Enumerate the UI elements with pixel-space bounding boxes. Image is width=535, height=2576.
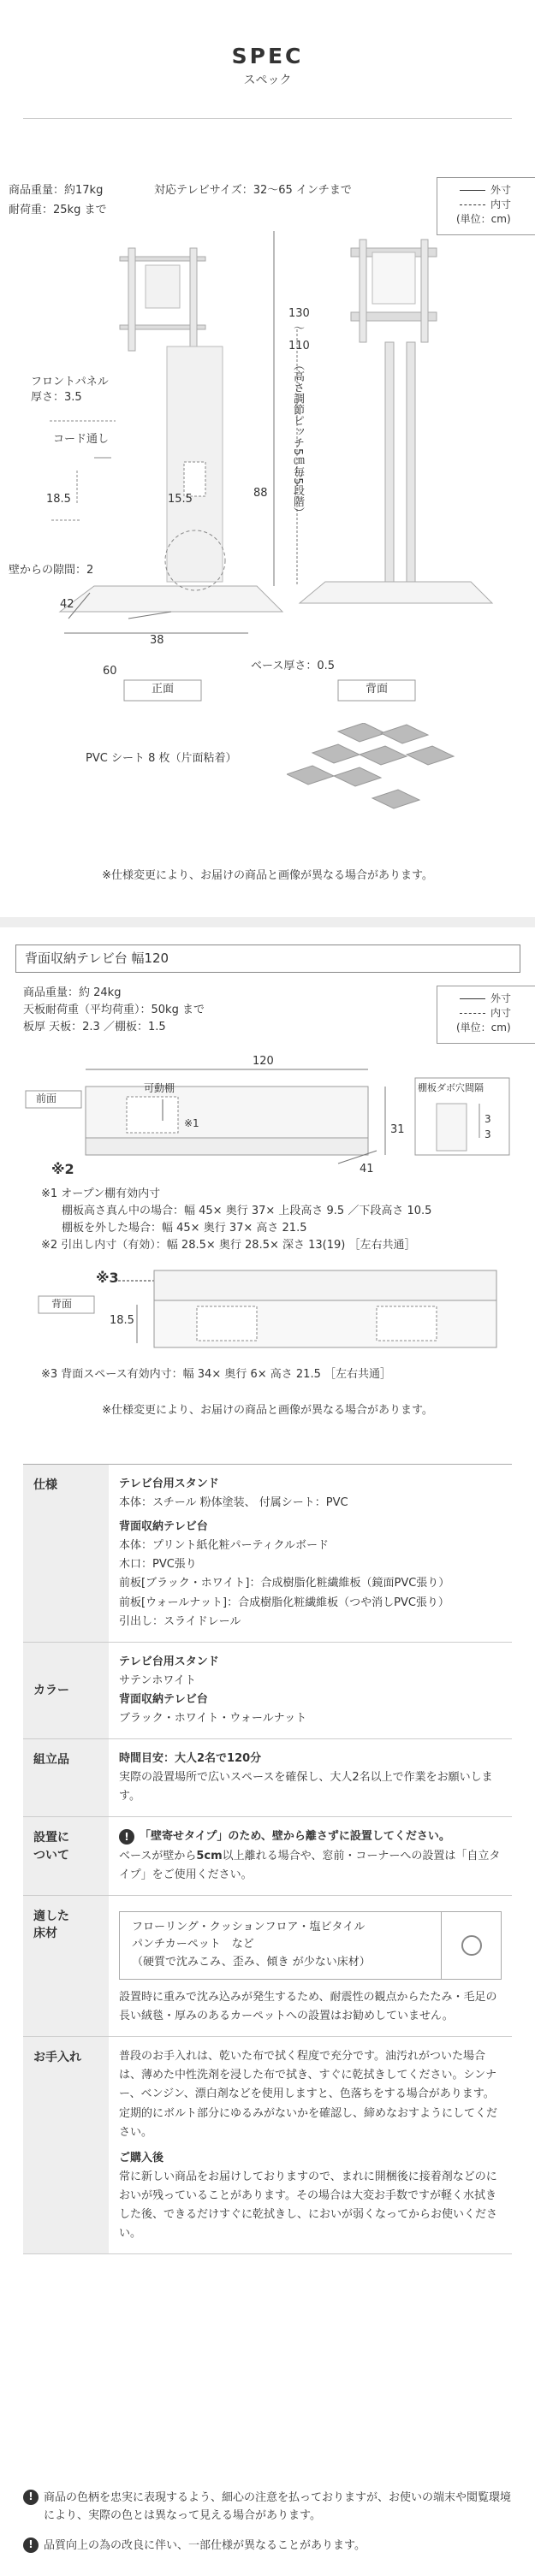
legend-unit: (単位：cm) <box>456 212 511 225</box>
stand-diagram <box>0 231 535 719</box>
row-assembly-value <box>109 1739 512 1816</box>
floor-line: フローリング・クッションフロア・塩ビタイル <box>132 1920 366 1933</box>
install-label-1: 設置に <box>33 1831 69 1845</box>
dowel-3a: 3 <box>484 1113 491 1125</box>
dim-130: 130 <box>288 307 310 320</box>
cab-material-line: 本体：プリント紙化粧パーティクルボード <box>119 1539 330 1553</box>
floor-note: 設置時に重みで沈み込みが発生するため、耐震性の観点からたたみ・毛足の長い絨毯・厚みのあるカーペットへの設置はお勧めしていません。 <box>119 1991 497 2023</box>
row-assembly <box>23 1739 512 1817</box>
info-icon: ! <box>23 2538 39 2553</box>
assembly-time: 時間目安：大人2名で120分 <box>119 1752 262 1766</box>
dim-tilde: ～ <box>294 323 306 335</box>
divider <box>23 118 512 119</box>
note1-b: 棚板を外した場合：幅 45× 奥行 37× 高さ 21.5 <box>62 1222 307 1235</box>
row-care-value <box>109 2037 512 2253</box>
cabinet-notice: ※仕様変更により、お届けの商品と画像が異なる場合があります。 <box>102 1404 433 1417</box>
row-install-label <box>23 1817 109 1894</box>
dowel-pitch-label: 棚板ダボ穴間隔 <box>418 1082 484 1093</box>
stand-color: サテンホワイト <box>119 1673 196 1687</box>
install-body-a: ベースが壁から <box>119 1849 197 1862</box>
cabinet-title: 背面収納テレビ台 <box>119 1520 208 1534</box>
height-pitch-note: （高さ調節ピッチ5㎝毎5段階） <box>291 359 304 518</box>
floor-box <box>119 1911 502 1980</box>
row-spec <box>23 1465 512 1643</box>
purchase-body: 常に新しい商品をお届けしておりますので、まれに開梱後に接着剤などのにおいが残っていることがあります。その場合は大変お手数ですが軽く水拭きした後、できるだけすぐに乾拭きし、においが弱くなってからお使いください。 <box>119 2170 498 2241</box>
floor-label-1: 適した <box>33 1909 69 1923</box>
dowel-3b: 3 <box>484 1128 491 1140</box>
dim-42: 42 <box>60 598 74 611</box>
footer-note-1-text: 商品の色柄を忠実に表現するよう、細心の注意を払っておりますが、お使いの端末や閲覧環境により、実際の色とは異なって見える場合があります。 <box>44 2491 512 2522</box>
row-color <box>23 1643 512 1739</box>
circle-icon <box>461 1935 482 1956</box>
dim-38: 38 <box>150 634 164 647</box>
back-view-label: 背面 <box>365 683 388 696</box>
pvc-sheet-label: PVC シート 8 枚（片面粘着） <box>86 752 237 765</box>
row-care <box>23 2037 512 2254</box>
suitable-mark <box>441 1912 501 1979</box>
stand-back-drawing <box>300 240 492 603</box>
inner-line-icon <box>460 204 485 205</box>
cabinet-front-diagram <box>0 1052 535 1181</box>
floor-line: パンチカーペット など <box>132 1938 254 1951</box>
outer-line-icon <box>460 998 485 999</box>
note1-title: ※1 オープン棚有効内寸 <box>41 1187 161 1200</box>
row-color-label: カラー <box>23 1643 109 1738</box>
stand-title: テレビ台用スタンド <box>119 1477 219 1490</box>
info-icon: ! <box>23 2490 39 2505</box>
outer-line-icon <box>460 190 485 191</box>
stand-title: テレビ台用スタンド <box>119 1655 219 1668</box>
row-floor-value <box>109 1896 512 2037</box>
cabinet-back-diagram <box>0 1262 535 1360</box>
cab-material-line: 引出し：スライドレール <box>119 1614 241 1628</box>
row-spec-label: 仕様 <box>23 1465 109 1642</box>
legend-stand <box>437 177 535 235</box>
cab-material-line: 前板[ブラック・ホワイト]：合成樹脂化粧繊維板（鏡面PVC張り） <box>119 1577 450 1590</box>
spec-title: SPEC <box>231 44 304 68</box>
footer-note-2 <box>23 2538 520 2555</box>
install-body-b: 5cm <box>196 1849 223 1862</box>
care-body: 普段のお手入れは、乾いた布で拭く程度で充分です。油汚れがついた場合は、薄めた中性洗剤を浸した布で拭き、すぐに乾拭きしてください。シンナー、ベンジン、漂白剤などを使用しますと、色落ちをする場合があります。定期的にボルト部分にゆるみがないかを確認し、締めなおすようにしてください。 <box>119 2050 498 2139</box>
inner-line-icon <box>460 1013 485 1014</box>
front-panel-label: フロントパネル <box>31 376 109 388</box>
note1-a: 棚板高さ真ん中の場合：幅 45× 奥行 37× 上段高さ 9.5 ／下段高さ 10.5 <box>62 1205 432 1217</box>
note3: ※3 背面スペース有効内寸：幅 34× 奥行 6× 高さ 21.5 ［左右共通］ <box>41 1368 391 1381</box>
note2: ※2 引出し内寸（有効）：幅 28.5× 奥行 28.5× 深さ 13(19) ［左右共通］ <box>41 1239 416 1252</box>
cabinet-front-label: 前面 <box>36 1093 57 1104</box>
dim-110: 110 <box>288 340 310 352</box>
cabinet-back-label: 背面 <box>51 1298 73 1310</box>
legend-outer: 外寸 <box>490 992 512 1004</box>
dim-41: 41 <box>360 1163 374 1175</box>
cabinet-load: 天板耐荷重（平均荷重）：50kg まで <box>23 1004 205 1016</box>
dim-88: 88 <box>253 487 268 500</box>
row-floor <box>23 1896 512 2038</box>
legend-inner: 内寸 <box>490 1006 512 1019</box>
front-panel-thickness: 厚さ：3.5 <box>31 391 82 404</box>
cabinet-colors: ブラック・ホワイト・ウォールナット <box>119 1712 307 1726</box>
dim-18-5-back: 18.5 <box>110 1314 134 1327</box>
floor-box-text <box>120 1912 441 1979</box>
stand-load: 耐荷重：25kg まで <box>9 204 107 216</box>
movable-shelf-label: 可動棚 <box>144 1082 175 1094</box>
footer-note-2-text: 品質向上の為の改良に伴い、一部仕様が異なることがあります。 <box>44 2539 366 2552</box>
legend-outer: 外寸 <box>490 183 512 196</box>
cabinet-thickness: 板厚 天板：2.3 ／棚板：1.5 <box>23 1021 166 1033</box>
warning-icon: ! <box>119 1829 134 1845</box>
mark-2: ※2 <box>51 1161 74 1177</box>
row-install-value <box>109 1817 512 1894</box>
stand-material: 本体：スチール 粉体塗装、 付属シート：PVC <box>119 1496 348 1510</box>
install-body-c: 以上離れる場合や、窓前・コーナーへの設置は「自立タイプ」をご使用ください。 <box>119 1849 501 1881</box>
stand-weight: 商品重量：約17kg <box>9 184 104 197</box>
wall-gap-label: 壁からの隙間：2 <box>9 564 94 577</box>
stand-front-drawing <box>60 248 282 612</box>
stand-notice: ※仕様変更により、お届けの商品と画像が異なる場合があります。 <box>102 869 433 882</box>
cab-material-line: 前板[ウォールナット]：合成樹脂化粧繊維板（つや消しPVC張り） <box>119 1596 449 1609</box>
cord-label: コード通し <box>53 433 110 446</box>
pvc-sheets-drawing <box>287 723 492 838</box>
floor-label-2: 床材 <box>33 1926 57 1940</box>
dim-120: 120 <box>253 1055 274 1068</box>
legend-cabinet <box>437 986 535 1044</box>
cabinet-title: 背面収納テレビ台 <box>119 1692 208 1706</box>
row-color-value <box>109 1643 512 1738</box>
row-care-label: お手入れ <box>23 2037 109 2253</box>
mark-1: ※1 <box>184 1117 199 1129</box>
spec-table <box>23 1464 512 2254</box>
mark-3: ※3 <box>96 1270 119 1286</box>
stand-tv-size: 対応テレビサイズ：32～65 インチまで <box>154 184 352 197</box>
footer-note-1 <box>23 2490 520 2526</box>
install-label-2: ついて <box>33 1848 69 1862</box>
spec-subtitle: スペック <box>243 74 292 87</box>
cab-material-line: 木口：PVC張り <box>119 1558 197 1572</box>
dim-15-5: 15.5 <box>168 493 193 506</box>
cabinet-weight: 商品重量：約 24kg <box>23 986 122 999</box>
purchase-title: ご購入後 <box>119 2151 164 2164</box>
assembly-note: 実際の設置場所で広いスペースを確保し、大人2名以上で作業をお願いします。 <box>119 1771 493 1803</box>
floor-line: （硬質で沈みこみ、歪み、傾き が少ない床材） <box>132 1956 371 1969</box>
base-thickness: ベース厚さ：0.5 <box>251 660 336 672</box>
install-warning: 「壁寄せタイプ」のため、壁から離さずに設置してください。 <box>140 1830 450 1844</box>
legend-inner: 内寸 <box>490 198 512 210</box>
cabinet-heading: 背面収納テレビ台 幅120 <box>15 945 520 973</box>
row-assembly-label: 組立品 <box>23 1739 109 1816</box>
dim-18-5: 18.5 <box>46 493 71 506</box>
dim-31: 31 <box>390 1123 405 1136</box>
dim-60: 60 <box>103 665 117 678</box>
front-view-label: 正面 <box>151 683 174 696</box>
row-spec-value <box>109 1465 512 1642</box>
legend-unit: (単位：cm) <box>456 1021 511 1033</box>
section-divider <box>0 917 535 927</box>
row-install <box>23 1817 512 1895</box>
row-floor-label <box>23 1896 109 2037</box>
